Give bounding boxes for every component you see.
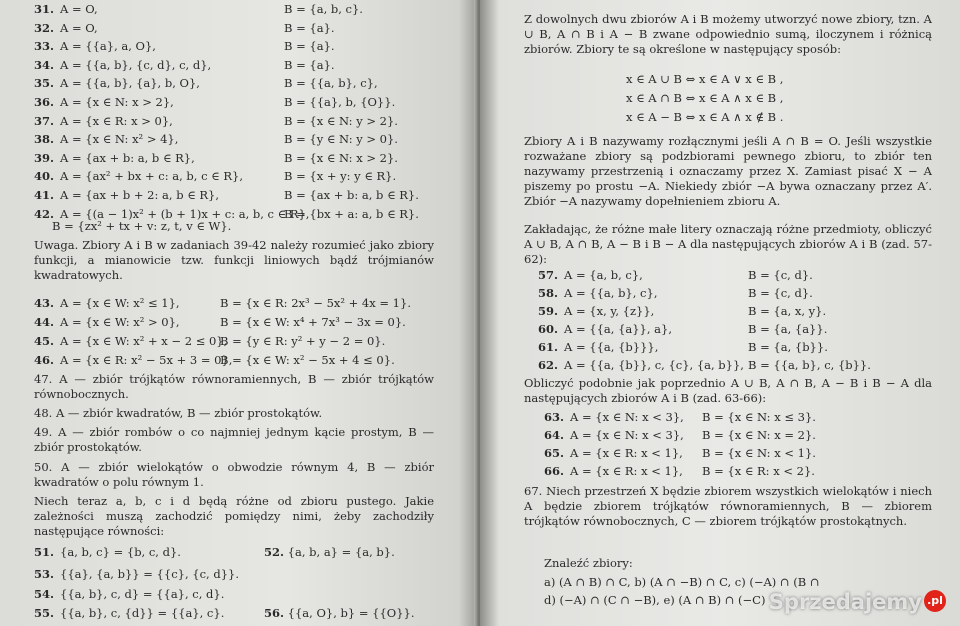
problem-number: 33. bbox=[34, 39, 55, 54]
set-b: B = {{a, b}, c, {b}}. bbox=[748, 358, 871, 372]
set-a: A = {ax + b + 2: a, b ∈ R}, bbox=[60, 188, 220, 202]
problem-row bbox=[34, 2, 98, 16]
row-42-b: B = {zx² + tx + v: z, t, v ∈ W}. bbox=[52, 219, 232, 233]
problem-row bbox=[34, 114, 173, 128]
set-b: B = {a}. bbox=[284, 20, 335, 35]
problem-number: 60. bbox=[538, 322, 559, 336]
definition-line: x ∈ A ∪ B ⇔ x ∈ A ∨ x ∈ B , bbox=[626, 72, 784, 86]
set-a: A = {x ∈ W: x² > 0}, bbox=[60, 315, 180, 329]
set-a: A = {x ∈ R: x < 1}, bbox=[570, 446, 683, 460]
problem-row bbox=[34, 296, 180, 310]
equation-56 bbox=[264, 606, 415, 620]
equation-row bbox=[34, 606, 224, 620]
problem-row bbox=[34, 334, 227, 348]
problem-number: 62. bbox=[538, 358, 559, 372]
set-a: A = {x ∈ R: x < 1}, bbox=[570, 464, 683, 478]
set-a: A = {{a, {b}}}, bbox=[564, 340, 659, 354]
set-a: A = {{a, b}, {a}, b, O}, bbox=[60, 76, 200, 91]
set-a: A = {x, y, {z}}, bbox=[564, 304, 655, 318]
problem-number: 42. bbox=[34, 206, 55, 221]
set-a: A = {x ∈ N: x² > 4}, bbox=[60, 132, 179, 147]
problem-row bbox=[34, 315, 180, 329]
problem-number: 57. bbox=[538, 268, 559, 282]
equation-text: {a, b, a} = {a, b}. bbox=[287, 545, 395, 559]
problem-row bbox=[34, 353, 232, 367]
problem-number: 65. bbox=[544, 446, 565, 460]
watermark-text: Sprzedajemy bbox=[768, 590, 922, 614]
problem-number: 37. bbox=[34, 113, 55, 128]
problem-row bbox=[34, 151, 195, 165]
problem-number: 58. bbox=[538, 286, 559, 300]
equation-number: 51. bbox=[34, 545, 55, 559]
problem-number: 45. bbox=[34, 334, 55, 348]
problem-number: 39. bbox=[34, 150, 55, 165]
set-b: B = {a, {b}}. bbox=[748, 340, 828, 354]
problem-row bbox=[538, 340, 658, 354]
problem-number: 40. bbox=[34, 169, 55, 184]
set-a: A = {x ∈ N: x < 3}, bbox=[570, 428, 684, 442]
znalezc-label: Znaleźć zbiory: bbox=[544, 556, 633, 570]
set-a: A = {ax + b: a, b ∈ R}, bbox=[60, 150, 195, 165]
set-a: A = {x ∈ R: x > 0}, bbox=[60, 113, 173, 128]
problem-number: 31. bbox=[34, 2, 55, 16]
set-b: B = {a}. bbox=[284, 57, 335, 72]
problem-row bbox=[544, 428, 684, 442]
problem-row bbox=[34, 21, 98, 35]
options-line-2: d) (−A) ∩ (C ∩ −B), e) (A ∩ B) ∩ (−C) bbox=[544, 593, 766, 607]
equation-number: 52. bbox=[264, 545, 285, 559]
set-a: A = {x ∈ W: x² + x − 2 ≤ 0}, bbox=[60, 334, 228, 348]
set-b: B = {y ∈ R: y² + y − 2 = 0}. bbox=[220, 334, 386, 348]
obliczyc-paragraph: Obliczyć podobnie jak poprzednio A ∪ B, A ∩ B, A − B i B − A dla następujących zbiorów A i B (zad. 63-66): bbox=[524, 376, 932, 405]
set-a: A = O, bbox=[60, 2, 98, 16]
set-a: A = {x ∈ W: x² ≤ 1}, bbox=[60, 296, 180, 310]
problem-row bbox=[34, 95, 174, 109]
uwaga-note: Uwaga. Zbiory A i B w zadaniach 39-42 należy rozumieć jako zbiory funkcji, a mianowicie tzw. funkcji liniowych bądź trójmianów kwadratowych. bbox=[34, 238, 434, 282]
set-a: A = O, bbox=[60, 20, 98, 35]
set-b: B = {x ∈ W: x⁴ + 7x³ − 3x = 0}. bbox=[220, 315, 406, 329]
problem-row bbox=[538, 304, 654, 318]
set-b: B = {a, x, y}. bbox=[748, 304, 827, 318]
set-a: A = {{a, {a}}, a}, bbox=[564, 322, 673, 336]
set-b: B = {x ∈ N: x < 1}. bbox=[702, 446, 816, 460]
watermark-suffix: .pl bbox=[924, 590, 946, 612]
left-page bbox=[0, 0, 478, 626]
problem-number: 66. bbox=[544, 464, 565, 478]
problem-row bbox=[34, 188, 219, 202]
set-b: B = {x ∈ W: x² − 5x + 4 ≤ 0}. bbox=[220, 353, 395, 367]
problem-row bbox=[544, 446, 683, 460]
problem-67: 67. Niech przestrzeń X będzie zbiorem wszystkich wielokątów i niech A będzie zbiorem trójkątów równoramiennych, B — zbiorem trójkątów równobocznych, C — zbiorem trójkątów prostokątnych. bbox=[524, 484, 932, 528]
set-b: B = {ax + b: a, b ∈ R}. bbox=[284, 188, 419, 202]
equation-row bbox=[34, 567, 239, 581]
set-a: A = {x ∈ N: x < 3}, bbox=[570, 410, 684, 424]
equation-text: {a, b, c} = {b, c, d}. bbox=[60, 545, 181, 559]
set-a: A = {{a, {b}}, c, {c}, {a, b}}, bbox=[564, 358, 744, 372]
equation-row bbox=[34, 545, 181, 559]
set-b: B = {a}. bbox=[284, 39, 335, 54]
set-a: A = {{a, b}, {c, d}, c, d}, bbox=[60, 57, 212, 72]
set-b: B = {c, d}. bbox=[748, 286, 813, 300]
set-b: B = {x ∈ R: x < 2}. bbox=[702, 464, 815, 478]
set-a: A = {(a − 1)x² + (b + 1)x + c: a, b, c ∈ R}, bbox=[60, 206, 310, 221]
problem-number: 44. bbox=[34, 315, 55, 329]
set-b: B = {a, {a}}. bbox=[748, 322, 828, 336]
sprzedajemy-watermark bbox=[769, 590, 946, 614]
set-b: B = {y ∈ N: y > 0}. bbox=[284, 132, 398, 147]
problem-row bbox=[544, 464, 683, 478]
problem-row bbox=[34, 169, 243, 183]
problem-row bbox=[34, 39, 156, 53]
problem-number: 36. bbox=[34, 95, 55, 109]
definition-line: x ∈ A ∩ B ⇔ x ∈ A ∧ x ∈ B , bbox=[626, 91, 784, 105]
problem-48: 48. A — zbiór kwadratów, B — zbiór prostokątów. bbox=[34, 406, 323, 420]
equation-number: 56. bbox=[264, 606, 285, 620]
set-a: A = {x ∈ R: x² − 5x + 3 = 0}, bbox=[60, 353, 233, 367]
set-a: A = {a, b, c}, bbox=[564, 268, 643, 282]
set-b: B = {x + y: y ∈ R}. bbox=[284, 169, 397, 184]
set-a: A = {x ∈ N: x > 2}, bbox=[60, 95, 174, 109]
problem-row bbox=[544, 410, 684, 424]
equation-number: 55. bbox=[34, 606, 55, 620]
zakladajac-paragraph: Zakładając, że różne małe litery oznaczają różne przedmioty, obliczyć A ∪ B, A ∩ B, A − B i B − A dla następujących zbiorów A i B (zad. 57-62): bbox=[524, 222, 932, 266]
problem-number: 59. bbox=[538, 304, 559, 318]
problem-row bbox=[538, 286, 657, 300]
problem-number: 35. bbox=[34, 76, 55, 91]
equation-text: {{a}, {a, b}} = {{c}, {c, d}}. bbox=[60, 567, 239, 581]
problem-row bbox=[538, 322, 672, 336]
set-b: B = {{a, b}, c}, bbox=[284, 76, 378, 91]
problem-number: 38. bbox=[34, 132, 55, 147]
equation-row bbox=[34, 587, 224, 601]
problem-47: 47. A — zbiór trójkątów równoramiennych, B — zbiór trójkątów równobocznych. bbox=[34, 372, 434, 401]
problem-number: 32. bbox=[34, 20, 55, 35]
problem-row bbox=[538, 358, 744, 372]
set-b: B = {{a}, b, {O}}. bbox=[284, 95, 396, 109]
rozlaczne-paragraph: Zbiory A i B nazywamy rozłącznymi jeśli A ∩ B = O. Jeśli wszystkie rozważane zbiory są podzbiorami pewnego zbioru, to zbiór ten nazywamy przestrzenią i oznaczamy przez X. Zamiast pisać X − A piszemy po prostu −A. Niekiedy zbiór −A bywa oznaczany przez A′. Zbiór −A nazywamy dopełnieniem zbioru A. bbox=[524, 134, 932, 208]
problem-number: 46. bbox=[34, 353, 55, 367]
problem-number: 41. bbox=[34, 188, 55, 202]
problem-row bbox=[34, 58, 211, 72]
set-b: B = {a, b, c}. bbox=[284, 2, 363, 16]
options-line-1: a) (A ∩ B) ∩ C, b) (A ∩ −B) ∩ C, c) (−A) ∩ (B ∩ bbox=[544, 575, 820, 589]
intro-paragraph: Z dowolnych dwu zbiorów A i B możemy utworzyć nowe zbiory, tzn. A ∪ B, A ∩ B i A − B zwane odpowiednio sumą, iloczynem i różnicą zbiorów. Zbiory te są określone w następujący sposób: bbox=[524, 12, 932, 56]
set-b: B = {x ∈ N: x ≤ 3}. bbox=[702, 410, 816, 424]
definition-line: x ∈ A − B ⇔ x ∈ A ∧ x ∉ B . bbox=[626, 110, 784, 124]
problem-row bbox=[34, 132, 178, 146]
set-b: B = {x ∈ N: x > 2}. bbox=[284, 150, 398, 165]
equation-number: 54. bbox=[34, 587, 55, 601]
right-page bbox=[480, 0, 960, 626]
set-a: A = {ax² + bx + c: a, b, c ∈ R}, bbox=[60, 169, 243, 184]
niech-paragraph: Niech teraz a, b, c i d będą różne od zbioru pustego. Jakie zależności muszą zachodzić pomiędzy nimi, żeby zachodziły następujące równości: bbox=[34, 494, 434, 538]
set-b: B = {bx + a: a, b ∈ R}. bbox=[284, 206, 419, 221]
equation-text: {{a, b}, c, {d}} = {{a}, c}. bbox=[60, 606, 225, 620]
problem-number: 34. bbox=[34, 57, 55, 72]
problem-number: 43. bbox=[34, 296, 55, 310]
set-a: A = {{a, b}, c}, bbox=[564, 286, 658, 300]
problem-number: 61. bbox=[538, 340, 559, 354]
equation-text: {{a, b}, c, d} = {{a}, c, d}. bbox=[60, 587, 225, 601]
problem-row bbox=[34, 76, 200, 90]
set-b: B = {x ∈ R: 2x³ − 5x² + 4x = 1}. bbox=[220, 296, 411, 310]
equation-number: 53. bbox=[34, 567, 55, 581]
equation-text: {{a, O}, b} = {{O}}. bbox=[287, 606, 415, 620]
problem-row bbox=[538, 268, 643, 282]
set-b: B = {x ∈ N: y > 2}. bbox=[284, 113, 398, 128]
problem-49: 49. A — zbiór rombów o co najmniej jednym kącie prostym, B — zbiór prostokątów. bbox=[34, 425, 434, 454]
problem-number: 63. bbox=[544, 410, 565, 424]
set-b: B = {c, d}. bbox=[748, 268, 813, 282]
problem-number: 64. bbox=[544, 428, 565, 442]
problem-50: 50. A — zbiór wielokątów o obwodzie równym 4, B — zbiór kwadratów o polu równym 1. bbox=[34, 460, 434, 489]
equation-52 bbox=[264, 545, 395, 559]
set-b: B = {x ∈ N: x = 2}. bbox=[702, 428, 816, 442]
set-a: A = {{a}, a, O}, bbox=[60, 39, 156, 54]
